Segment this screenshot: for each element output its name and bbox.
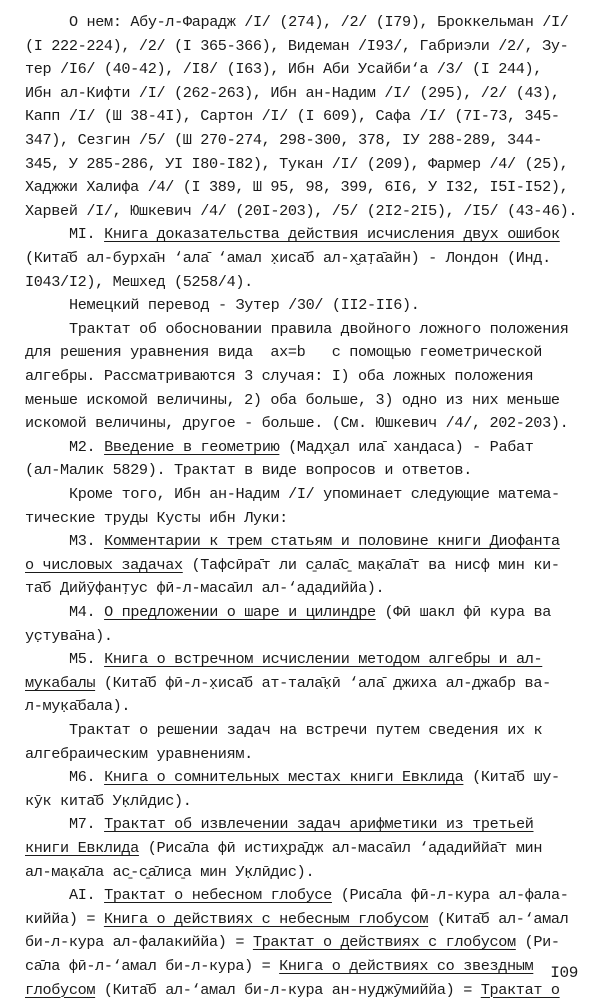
text-line — [25, 412, 568, 434]
text-line — [25, 695, 130, 717]
text-segment: (ал-Малик 5829). Трактат в виде вопросов и ответов. — [25, 461, 472, 480]
text-line — [69, 719, 542, 741]
text-segment: М2. — [69, 437, 105, 456]
text-segment: М5. — [69, 650, 105, 669]
text-segment: (Тафсӣра̄т ли с̱ала̄с̱ мак̣а̄ла̄т ва нисф мин ки- — [182, 555, 560, 574]
text-line — [69, 318, 569, 340]
text-line — [25, 105, 560, 127]
text-segment: ал-мак̣а̄ла ас̱-с̱а̄лис̱а мин Ук̣лӣдис). — [25, 862, 315, 881]
text-segment: (Фӣ шакл фӣ кура ва — [375, 603, 552, 621]
text-segment: са̄ла фӣ-л-‘амал би-л-кура) = — [25, 957, 280, 975]
text-segment: (Кита̄б фӣ-л-х̣иса̄б ат-тала̄к̣ӣ ‘ала̄ джиха ал-джабр ва- — [95, 673, 551, 692]
text-line — [25, 200, 577, 222]
text-segment: М7. — [69, 815, 105, 834]
underlined-title: Трактат о действиях с глобусом — [252, 933, 516, 952]
text-line — [25, 82, 560, 104]
text-line — [25, 743, 253, 765]
text-segment: Трактат об обосновании правила двойного ложного положения — [69, 319, 569, 338]
text-segment: (Кита̄б ал-‘амал — [428, 909, 569, 928]
text-segment: кӯк кита̄б Ук̣лӣдис). — [25, 791, 192, 810]
text-segment: МI. — [69, 225, 105, 244]
text-segment: (Кита̄б ал-‘амал би-л-кура ан-нуджӯмиййа) = — [95, 980, 481, 999]
text-line — [25, 271, 253, 293]
underlined-title: Трактат о небесном глобусе — [104, 886, 332, 905]
text-segment: М4. — [69, 603, 105, 621]
text-line — [25, 861, 314, 883]
underlined-title: Трактат о — [480, 980, 560, 999]
text-line — [25, 625, 113, 647]
text-line — [69, 436, 534, 458]
text-line — [25, 35, 568, 57]
underlined-title: мукабалы — [25, 673, 96, 692]
text-line — [25, 365, 533, 387]
text-segment: Кроме того, Ибн ан-Надим /I/ упоминает следующие матема- — [69, 485, 560, 503]
text-segment: тические труды Кусты ибн Луки: — [25, 508, 288, 527]
text-line — [25, 153, 568, 175]
page-number: I09 — [550, 964, 578, 982]
underlined-title: Комментарии к трем статьям и половине книги Диофанта — [104, 532, 560, 551]
underlined-title: Книга о сомнительных местах книги Евклида — [104, 768, 464, 787]
text-line — [25, 247, 551, 269]
text-segment: меньше искомой величины, 2) оба больше, 3) одно из них меньше — [25, 390, 560, 409]
text-line — [25, 129, 542, 151]
underlined-title: Введение в геометрию — [104, 437, 280, 456]
text-line — [25, 979, 560, 1001]
text-segment: тер /I6/ (40-42), /I8/ (I63), Ибн Аби Усайби‘а /3/ (I 244), — [25, 60, 543, 79]
text-segment: алгебраическим уравнениям. — [25, 744, 253, 763]
text-line — [25, 672, 551, 694]
underlined-title: Книга доказательства действия исчисления двух ошибок — [104, 225, 560, 244]
text-segment: Трактат о решении задач на встречи путем сведения их к — [69, 721, 543, 739]
underlined-title: о числовых задачах — [25, 555, 183, 574]
underlined-title: Трактат об извлечении задач арифметики из третьей — [104, 815, 534, 834]
text-line — [69, 483, 560, 505]
text-segment: 345, У 285-286, УI I80-I82), Тукан /I/ (209), Фармер /4/ (25), — [25, 154, 569, 173]
text-segment: киййа) = — [25, 909, 104, 928]
text-line — [25, 459, 472, 481]
text-segment: для решения уравнения вида ax=b с помощью геометрической — [25, 343, 543, 362]
text-line — [69, 223, 560, 245]
text-line — [69, 648, 542, 670]
text-line — [25, 931, 560, 953]
text-line — [25, 790, 192, 812]
text-line — [69, 813, 534, 835]
text-line — [25, 577, 384, 599]
text-line — [69, 294, 420, 316]
text-segment: Капп /I/ (Ш 38-4I), Сартон /I/ (I 609), Сафа /I/ (7I-73, 345- — [25, 107, 560, 126]
text-segment: Харвей /I/, Юшкевич /4/ (20I-203), /5/ (2I2-2I5), /I5/ (43-46). — [25, 201, 578, 220]
text-line — [25, 389, 560, 411]
text-line — [69, 884, 569, 906]
text-line — [69, 11, 569, 33]
text-segment: Немецкий перевод - Зутер /30/ (II2-II6). — [69, 296, 420, 315]
text-line — [25, 176, 568, 198]
text-line — [25, 837, 542, 859]
underlined-title: О предложении о шаре и цилиндре — [104, 603, 376, 621]
underlined-title: книги Евклида — [25, 839, 139, 857]
underlined-title: Книга о действиях с небесным глобусом — [103, 909, 429, 928]
text-line — [25, 955, 533, 977]
text-segment: би-л-кура ал-фалакиййа) = — [25, 933, 253, 952]
text-line — [25, 554, 560, 576]
underlined-title: Книга о действиях со звездным — [279, 957, 534, 975]
text-segment: алгебры. Рассматриваются 3 случая: I) оба ложных положения — [25, 367, 534, 385]
text-segment: АI. — [69, 886, 105, 905]
text-segment: (Ри- — [515, 933, 560, 952]
text-line — [25, 507, 288, 529]
text-line — [25, 908, 568, 930]
text-line — [25, 58, 542, 80]
text-segment: (Кита̄б ал-бурха̄н ‘ала̄ ‘амал х̣иса̄б ал-х̮ат̣а̄айн) - Лондон (Инд. — [25, 249, 551, 267]
text-segment: (Кита̄б шу- — [463, 768, 560, 787]
text-segment: О нем: Абу-л-Фарадж /I/ (274), /2/ (I79), Броккельман /I/ — [69, 13, 569, 31]
text-segment: (I 222-224), /2/ (I 365-366), Видеман /I93/, Габриэли /2/, Зу- — [25, 36, 569, 55]
text-segment: та̄б Дийӯфант̣ус фӣ-л-маса̄ил ал-‘ададиййа). — [25, 579, 385, 598]
text-segment: 347), Сезгин /5/ (Ш 270-274, 298-300, 378, IУ 288-289, 344- — [25, 131, 543, 149]
text-segment: (Риса̄ла фӣ истих̮ра̄дж ал-маса̄ил ‘ададиййа̄т мин — [138, 839, 543, 857]
text-segment: ус̣тува̄на). — [25, 626, 113, 645]
underlined-title: Книга о встречном исчислении методом алгебры и ал- — [104, 650, 543, 669]
text-line — [69, 530, 560, 552]
text-segment: л-мук̣а̄бала). — [25, 697, 131, 716]
text-line — [25, 341, 542, 363]
text-line — [69, 601, 551, 623]
text-segment: (Риса̄ла фӣ-л-кура ал-фала- — [331, 886, 569, 905]
text-segment: I043/I2), Мешхед (5258/4). — [25, 272, 253, 291]
underlined-title: глобусом — [25, 980, 96, 999]
text-segment: М6. — [69, 768, 105, 787]
text-segment: М3. — [69, 532, 105, 551]
text-segment: искомой величины, другое - больше. (См. Юшкевич /4/, 202-203). — [25, 414, 569, 433]
text-segment: Хаджжи Халифа /4/ (I 389, Ш 95, 98, 399, 6I6, У I32, I5I-I52), — [25, 178, 569, 197]
text-line — [69, 766, 560, 788]
text-segment: Ибн ал-Кифти /I/ (262-263), Ибн ан-Надим /I/ (295), /2/ (43), — [25, 83, 560, 102]
text-segment: (Мадх̮ал ила̄ хандаса) - Рабат — [279, 437, 534, 456]
